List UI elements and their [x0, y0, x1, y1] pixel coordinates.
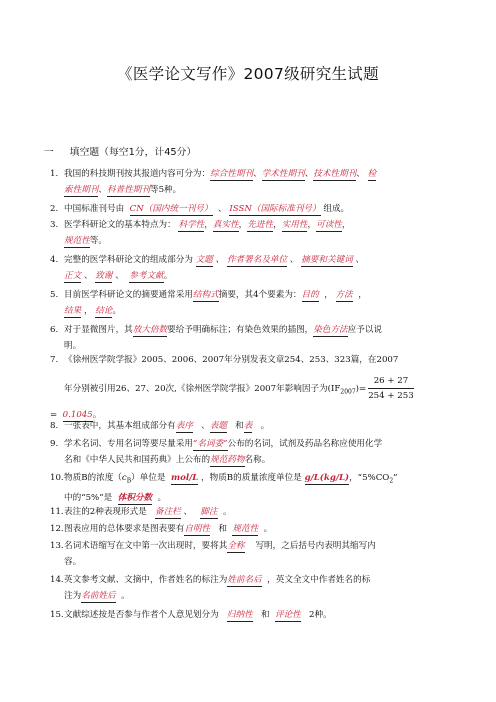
question-text: 英文参考文献、文摘中，作者姓名的标注为: [64, 575, 228, 585]
separator: ，: [307, 220, 317, 230]
separator: 和: [218, 524, 227, 534]
section-marker: 一: [44, 147, 54, 158]
answer-blank: 参考文献: [129, 271, 164, 281]
question-text: 等。: [89, 236, 107, 246]
separator: 、: [201, 421, 210, 431]
answer-blank: 致谢: [95, 271, 113, 281]
separator: 、: [215, 255, 225, 265]
question-text: 摘要，其4个要素为：: [218, 290, 302, 300]
question-text: 完整的医学科研论文的组成部分为: [64, 255, 193, 265]
answer-blank: 备注栏: [155, 507, 181, 517]
question-text: 一张表中，其基本组成部分有: [64, 421, 176, 431]
question-number: 7.: [50, 355, 59, 365]
separator: 、: [289, 255, 299, 265]
question-text: 名词术语缩写在文中第一次出现时，要将其: [64, 541, 228, 551]
question-text: 要给予明确标注；有染色效果的插图，: [167, 325, 314, 335]
question-number: 9.: [50, 439, 59, 449]
answer-blank: g/L(kg/L): [304, 473, 350, 483]
question-number: 3.: [50, 220, 59, 230]
question-number: 5.: [50, 290, 59, 300]
question-10: [50, 470, 450, 506]
separator: 、: [217, 204, 227, 214]
question-2: [50, 201, 450, 217]
answer-blank: 检: [367, 169, 377, 179]
answer-blank: 正文: [64, 271, 82, 281]
question-text: =: [50, 410, 58, 420]
subscript: B: [126, 477, 132, 485]
question-text: 。: [121, 591, 130, 601]
subscript: 2007: [340, 388, 356, 396]
question-6: [50, 322, 450, 354]
question-14: [50, 572, 450, 604]
question-5: [50, 287, 450, 319]
question-text: 容。: [64, 557, 82, 567]
answer-blank: 学术性期刊: [261, 169, 305, 179]
answer-blank: 规范性: [232, 524, 259, 534]
question-text: 写明，之后括号内表明其缩写内: [255, 541, 376, 551]
question-text: 注为: [64, 591, 82, 601]
answer-blank: 自明性: [184, 524, 211, 534]
answer-blank: 可读性: [316, 220, 342, 230]
question-text: 名称。: [244, 455, 271, 465]
question-text: 。: [163, 271, 173, 281]
answer-blank: 规范性: [64, 236, 90, 246]
separator: 和: [235, 421, 244, 431]
question-text: ，物质B的质量浓度单位是: [201, 473, 302, 483]
question-text: 组成。: [323, 204, 350, 214]
separator: 、: [304, 169, 314, 179]
question-3: [50, 217, 450, 249]
question-text: ”: [393, 473, 398, 483]
question-7: [50, 352, 450, 423]
question-number: 10.: [50, 473, 64, 483]
question-number: 4.: [50, 255, 59, 265]
question-text: 明。: [64, 341, 82, 351]
separator: 、: [355, 255, 365, 265]
answer-blank: 放大倍数: [132, 325, 168, 335]
separator: 和: [260, 610, 270, 620]
question-text: 2种。: [308, 610, 332, 620]
question-15: [50, 607, 450, 623]
question-text: 年分别被引用26、27、20次,《徐州医学院学报》2007年影响因子为(IF: [64, 384, 341, 394]
question-text: 。: [223, 507, 232, 517]
separator: ，: [324, 290, 333, 300]
question-number: 11.: [50, 507, 64, 517]
answer-blank: 0.1045: [62, 410, 93, 420]
answer-blank: 技术性期刊: [313, 169, 357, 179]
question-text: 中国标准刊号由: [64, 204, 125, 214]
question-text: 等5种。: [149, 185, 182, 195]
answer-blank: 表: [243, 421, 253, 431]
question-4: [50, 252, 450, 284]
answer-blank: 规范药物: [210, 455, 245, 465]
question-text: 目前医学科研论文的摘要通常采用: [64, 290, 193, 300]
answer-blank: 作者署名及单位: [226, 255, 288, 265]
answer-blank: CN（国内统一刊号）: [129, 204, 213, 214]
fraction-denominator: 254 + 253: [368, 391, 414, 401]
separator: ，: [238, 220, 248, 230]
question-12: [50, 521, 450, 537]
answer-blank: 先进性: [247, 220, 274, 230]
question-1: [50, 166, 450, 198]
answer-blank: 表题: [209, 421, 227, 431]
question-text: 对于显微图片，其: [64, 325, 133, 335]
answer-blank: 染色方法: [313, 325, 348, 335]
separator: 、: [183, 507, 193, 517]
question-number: 15.: [50, 610, 64, 620]
separator: 、: [115, 271, 124, 281]
question-text: 名和《中华人民共和国药典》上公布的: [64, 455, 211, 465]
answer-blank: ISSN（国际标准刊号）: [229, 204, 321, 214]
question-text: ，“5%CO: [349, 473, 390, 483]
symbol: c: [121, 473, 127, 483]
answer-blank: “名词委”: [192, 439, 228, 449]
separator: ，: [273, 220, 282, 230]
question-text: 中的“5%”是: [64, 492, 113, 503]
question-text: 我国的科技期刊按其报道内容可分为：: [64, 169, 211, 179]
question-text: 。: [263, 524, 273, 534]
question-text: 公布的名词，试剂及药品名称应使用化学: [227, 439, 383, 449]
question-number: 2.: [50, 204, 59, 214]
fraction-numerator: 26 + 27: [368, 374, 413, 389]
answer-blank: 科普性期刊: [107, 185, 150, 195]
question-8: [50, 418, 450, 434]
question-number: 12.: [50, 524, 64, 534]
question-11: [50, 504, 450, 520]
answer-blank: 结论: [95, 306, 113, 316]
question-text: ，英文全文中作者姓名的标: [267, 575, 371, 585]
question-text: 图表应用的总体要求是图表要有: [64, 524, 185, 534]
question-9: [50, 436, 450, 468]
question-number: 1.: [50, 169, 59, 179]
question-text: 应予以说: [347, 325, 383, 335]
answer-blank: 方法: [335, 290, 353, 300]
answer-blank: 实用性: [281, 220, 308, 230]
question-text: 。: [260, 421, 270, 431]
answer-blank: 科学性: [178, 220, 205, 230]
section-heading: [44, 144, 196, 158]
separator: 、: [253, 169, 262, 179]
answer-blank: 体积分数: [117, 492, 153, 503]
answer-blank: 摘要和关键词: [301, 255, 353, 265]
answer-blank: 评论性: [274, 610, 301, 620]
separator: ，: [358, 290, 367, 300]
impact-factor-fraction: [368, 374, 413, 403]
section-text: 填空题（每空1分，计45分）: [69, 147, 197, 158]
answer-blank: 索性期刊: [64, 185, 99, 195]
answer-blank: 真实性: [212, 220, 239, 230]
answer-blank: 综合性期刊: [210, 169, 254, 179]
answer-blank: 脚注: [200, 507, 218, 517]
question-number: 8.: [50, 421, 59, 431]
question-text: 。: [157, 492, 167, 503]
separator: ，: [341, 220, 351, 230]
separator: 、: [83, 271, 93, 281]
answer-blank: 全称: [227, 541, 245, 551]
answer-blank: mol/L: [171, 473, 199, 483]
question-number: 6.: [50, 325, 59, 335]
question-13: [50, 538, 450, 570]
question-text: 文献综述按是否参与作者个人意见划分为: [64, 610, 219, 620]
question-text: 物质B的浓度（: [64, 473, 122, 483]
question-number: 13.: [50, 541, 64, 551]
separator: ，: [83, 306, 93, 316]
answer-blank: 表序: [175, 421, 193, 431]
question-text: 表注的2种表现形式是: [64, 507, 147, 517]
question-text: ）单位是: [131, 473, 166, 483]
answer-blank: 结构式: [192, 290, 219, 300]
answer-blank: 文题: [195, 255, 213, 265]
question-text: 学术名词、专用名词等要尽量采用: [64, 439, 193, 449]
answer-blank: 名前姓后: [81, 591, 116, 601]
separator: 、: [98, 185, 107, 195]
answer-blank: 归纳性: [226, 610, 253, 620]
question-text: 医学科研论文的基本特点为：: [64, 220, 176, 230]
subscript: 2: [389, 477, 394, 485]
answer-blank: 结果: [64, 306, 82, 316]
answer-blank: 目的: [301, 290, 319, 300]
page-title: 《医学论文写作》2007级研究生试题: [117, 65, 379, 83]
answer-blank: 姓前名后: [227, 575, 262, 585]
question-text: 。: [112, 306, 122, 316]
question-text: 《徐州医学院学报》2005、2006、2007年分别发表文章254、253、323篇，在2007: [64, 355, 399, 365]
question-text: 。: [92, 410, 102, 420]
question-number: 14.: [50, 575, 64, 585]
separator: ，: [204, 220, 213, 230]
separator: 、: [356, 169, 365, 179]
question-text: )=: [355, 384, 367, 394]
